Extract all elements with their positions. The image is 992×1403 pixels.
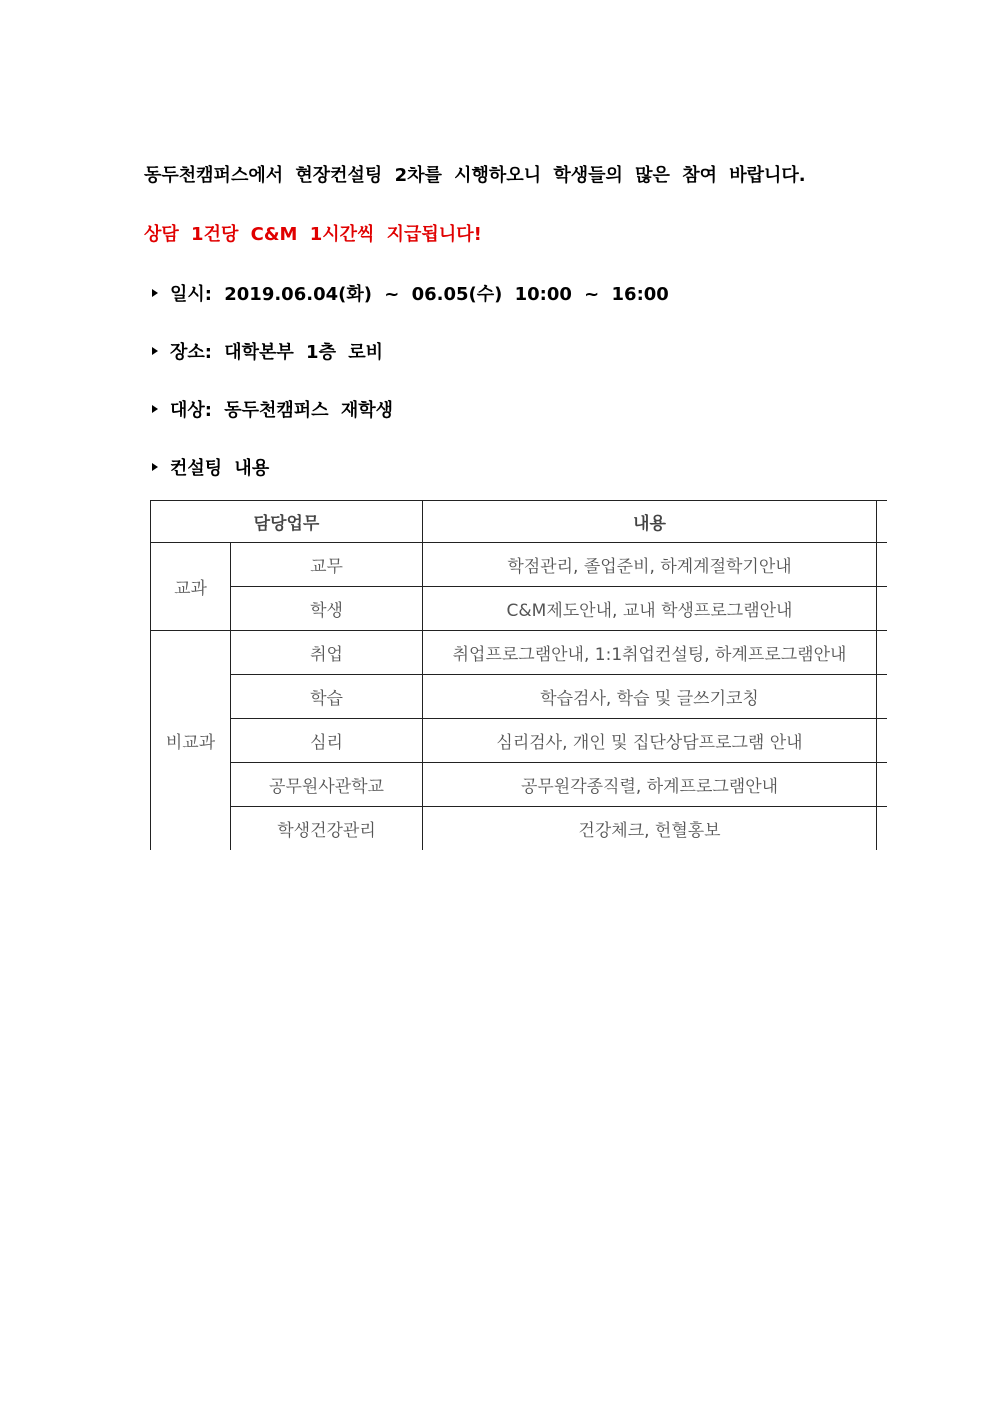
group-cell: 교과 <box>151 543 231 631</box>
group-cell: 비교과 <box>151 631 231 851</box>
extra-cell <box>877 675 887 719</box>
consulting-table <box>150 500 887 850</box>
extra-cell <box>877 719 887 763</box>
task-cell: 학생 <box>231 587 423 631</box>
intro-text: 동두천캠퍼스에서 현장컨설팅 2차를 시행하오니 학생들의 많은 참여 바랍니다. <box>144 165 806 186</box>
triangle-bullet-icon <box>152 347 158 355</box>
table-row <box>151 587 888 631</box>
extra-cell <box>877 807 887 851</box>
table-row <box>151 763 888 807</box>
task-cell: 공무원사관학교 <box>231 763 423 807</box>
bullet-item-consulting <box>152 454 269 480</box>
content-cell: 공무원각종직렬, 하계프로그램안내 <box>423 763 877 807</box>
header-extra <box>877 501 887 543</box>
table-header-row <box>151 501 888 543</box>
content-cell: 건강체크, 헌혈홍보 <box>423 807 877 851</box>
content-cell: 취업프로그램안내, 1:1취업컨설팅, 하계프로그램안내 <box>423 631 877 675</box>
table-row <box>151 631 888 675</box>
table-row <box>151 807 888 851</box>
task-cell: 학생건강관리 <box>231 807 423 851</box>
consulting-table-container <box>150 500 887 850</box>
triangle-bullet-icon <box>152 289 158 297</box>
task-cell: 학습 <box>231 675 423 719</box>
content-cell: C&M제도안내, 교내 학생프로그램안내 <box>423 587 877 631</box>
extra-cell <box>877 631 887 675</box>
extra-cell <box>877 587 887 631</box>
header-content: 내용 <box>423 501 877 543</box>
bullet-label: 일시: 2019.06.04(화) ~ 06.05(수) 10:00 ~ 16:00 <box>170 284 669 305</box>
bullet-label: 대상: 동두천캠퍼스 재학생 <box>170 400 393 421</box>
triangle-bullet-icon <box>152 405 158 413</box>
extra-cell <box>877 543 887 587</box>
bullet-item-schedule <box>152 280 669 306</box>
table-row <box>151 675 888 719</box>
extra-cell <box>877 763 887 807</box>
bullet-item-location <box>152 338 383 364</box>
content-cell: 학습검사, 학습 및 글쓰기코칭 <box>423 675 877 719</box>
table-row <box>151 543 888 587</box>
table-row <box>151 719 888 763</box>
triangle-bullet-icon <box>152 463 158 471</box>
bullet-label: 장소: 대학본부 1층 로비 <box>170 342 384 363</box>
task-cell: 교무 <box>231 543 423 587</box>
bullet-item-target <box>152 396 393 422</box>
content-cell: 학점관리, 졸업준비, 하계계절학기안내 <box>423 543 877 587</box>
header-task: 담당업무 <box>151 501 423 543</box>
task-cell: 취업 <box>231 631 423 675</box>
content-cell: 심리검사, 개인 및 집단상담프로그램 안내 <box>423 719 877 763</box>
task-cell: 심리 <box>231 719 423 763</box>
highlight-text: 상담 1건당 C&M 1시간씩 지급됩니다! <box>144 224 482 245</box>
bullet-label: 컨설팅 내용 <box>170 458 270 479</box>
